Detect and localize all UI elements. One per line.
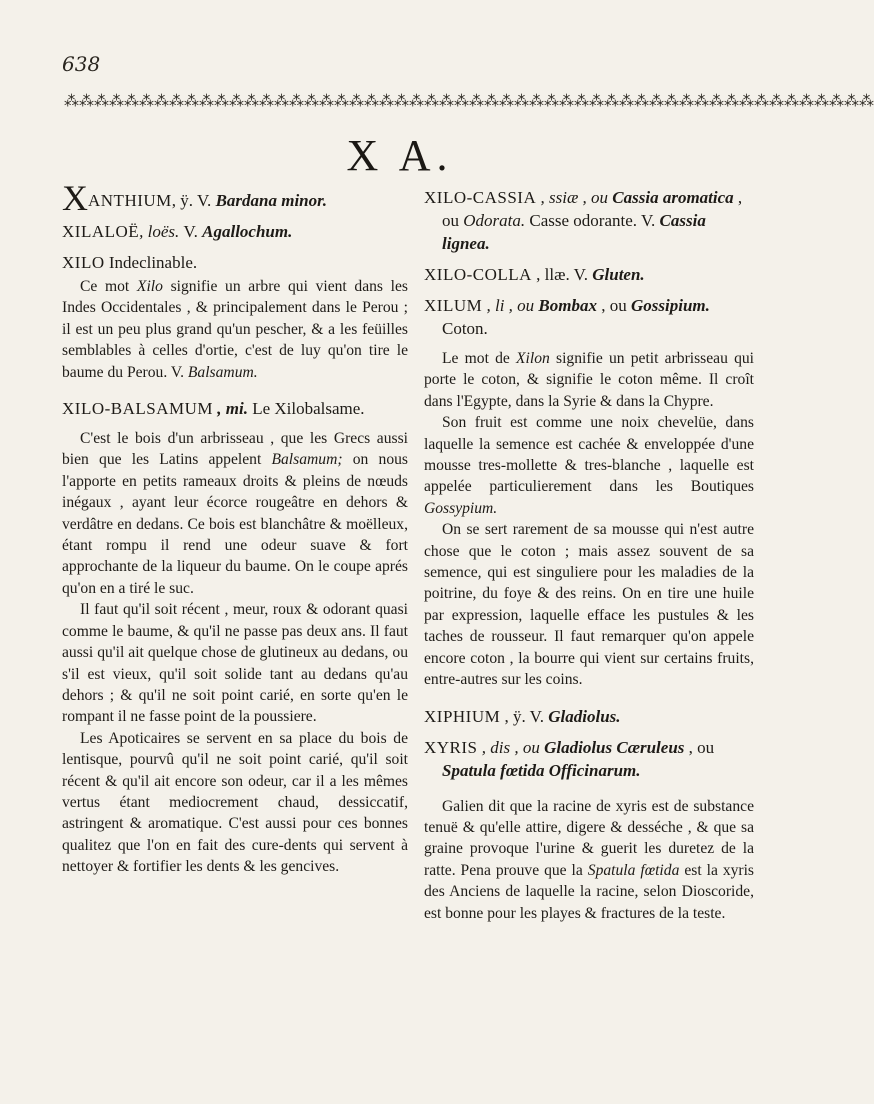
paragraph-balsamum-1: C'est le bois d'un arbrisseau , que les Grecs aussi bien que les Latins appelent Balsamum; on nous l'apporte en petits rameaux droits & pleins de nœuds inégaux , ayant leur écorce rougeâtre en dehors & verdâtre en dedans. Ce bois est blanchâtre & moëlleux, étant rompu il rend une odeur suave & fort approchante de la liqueur du baume. On le coupe aprés qu'on en a tiré le suc. (62, 430, 408, 597)
paragraph-xilo: Ce mot Xilo signifie un arbre qui vient dans les Indes Occidentales , & principalement dans le Perou ; il est un peu plus grand qu'un pescher, & a les feüilles semblables à celles d'ortie, c'est de luy qu'on tire le baume du Perou. V. Balsamum. (62, 278, 408, 381)
entry-xilo: XILO Indeclinable. (62, 253, 198, 272)
entry-xilo-balsamum: XILO-BALSAMUM , mi. Le Xilobalsame. (62, 399, 365, 419)
entry-xanthium: XANTHIUM, ÿ. V. Bardana minor. (62, 178, 328, 218)
right-column (424, 186, 754, 924)
entry-xilo-colla: XILO-COLLA , llæ. V. Gluten. (424, 265, 645, 284)
entry-xyris: XYRIS , dis , ou Gladiolus Cæruleus , ou Spatula fœtida Officinarum. (424, 737, 715, 780)
section-heading: X A. (346, 131, 454, 180)
left-column (62, 178, 408, 878)
paragraph-xilon: Le mot de Xilon signifie un petit arbrisseau qui porte le coton, & signifie le coton même. Il croît dans l'Egypte, dans la Syrie & dans la Chypre. (424, 350, 755, 410)
entry-xilum: XILUM , li , ou Bombax , ou Gossipium. Coton. (424, 296, 710, 338)
paragraph-coton-2: On se sert rarement de sa mousse qui n'est autre chose que le coton ; mais assez souvent de sa semence, qui est singuliere pour les maladies de la poitrine, du foye & des reins. On en tire une huile par expression, laquelle efface les pustules & les taches de rousseur. Il faut remarquer qu'on appele encore coton , la bourre qui vient sur certains fruits, entre-autres sur les coins. (424, 521, 754, 689)
entry-xilo-cassia: XILO-CASSIA , ssiæ , ou Cassia aromatica , ou Odorata. Casse odorante. V. Cassia lignea. (424, 188, 743, 253)
entry-xilaloe: XILALOË, loës. V. Agallochum. (62, 222, 293, 241)
page-number: 638 (62, 52, 101, 76)
paragraph-balsamum-3: Les Apoticaires se servent en sa place du bois de lentisque, pourvû qu'il ne soit point carié, qu'il soit récent & qu'il ait encore son odeur, car il a les mêmes vertus étant mediocrement chaud, dessiccatif, astringent & aromatique. C'est aussi pour ces bonnes qualitez que l'on en fait des cure-dents qui servent à nettoyer & fortifier les dents & les gencives. (62, 729, 408, 876)
paragraph-xyris: Galien dit que la racine de xyris est de substance tenuë & qu'elle attire, digere & desséche , & que sa graine provoque l'urine & guerit les duretez de la ratte. Pena prouve que la Spatula fœtida est la xyris des Anciens de laquelle la racine, selon Dioscoride, est bonne pour les playes & fractures de la teste. (424, 797, 755, 922)
entry-xiphium: XIPHIUM , ÿ. V. Gladiolus. (424, 706, 621, 726)
ornamental-band: ⁂⁂⁂⁂⁂⁂⁂⁂⁂⁂⁂⁂⁂⁂⁂⁂⁂⁂⁂⁂⁂⁂⁂⁂⁂⁂⁂⁂⁂⁂⁂⁂⁂⁂⁂⁂⁂⁂⁂⁂⁂⁂⁂⁂⁂⁂⁂⁂⁂⁂⁂⁂⁂⁂ (64, 92, 874, 110)
paragraph-balsamum-2: Il faut qu'il soit récent , meur, roux & odorant quasi comme le baume, & qu'il ne passe pas deux ans. Il faut aussi qu'il ait quelque chose de glutineux au dedans, ou s'il est vieux, qu'il soit solide tant au dedans qu'au dehors ; & qu'il ne soit point carié, en sorte qu'en le rompant il ne fasse point de la poussiere. (62, 601, 408, 726)
paragraph-coton-1: Son fruit est comme une noix chevelüe, dans laquelle la semence est cachée & enveloppée d'une mousse tres-mollette & tres-blanche , laquelle est appelée particulierement dans les Boutiques Gossypium. (424, 414, 754, 517)
